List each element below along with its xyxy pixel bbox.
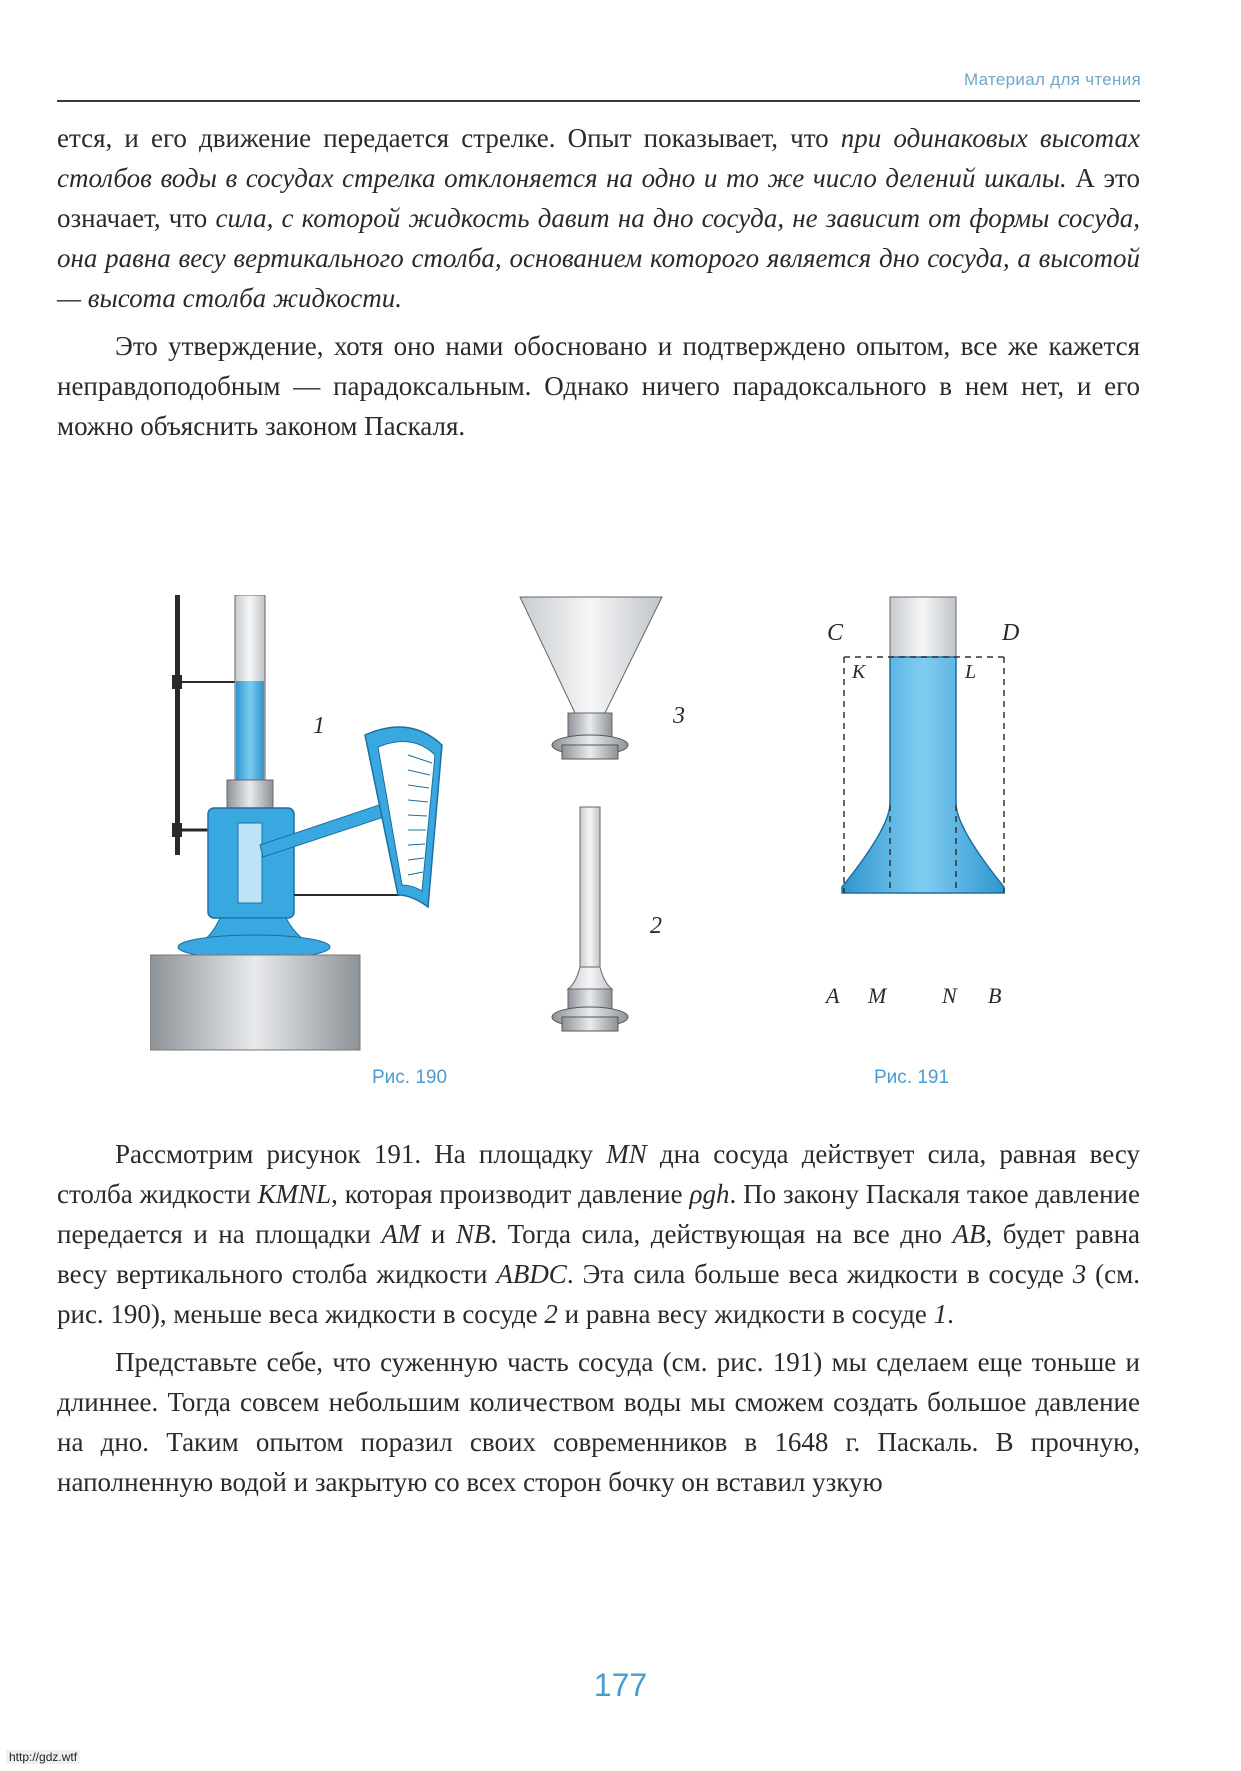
italic-run: 1	[933, 1299, 948, 1329]
italic-run: AB	[952, 1219, 986, 1249]
header-rule	[57, 100, 1140, 102]
text-run: А это означает, что	[57, 163, 1141, 233]
figures-area	[0, 595, 1241, 1115]
caption-fig-190: Рис. 190	[372, 1067, 448, 1088]
top-text	[57, 118, 1140, 446]
text-run: и	[420, 1219, 456, 1249]
text-run: . По закону Паскаля такое давление передается и на площадки	[57, 1179, 1140, 1249]
apparatus-body	[150, 795, 402, 1050]
label-M: M	[868, 983, 887, 1008]
page-number: 177	[593, 1667, 648, 1703]
label-A: A	[826, 983, 840, 1008]
text-run: ется, и его движение передается стрелке. Опыт показывает, что	[57, 123, 841, 153]
label-B: B	[988, 983, 1002, 1008]
site-link[interactable]: http://gdz.wtf	[6, 1750, 80, 1764]
label-C: C	[827, 620, 844, 646]
paragraph-1	[57, 118, 1140, 318]
text-run: Рассмотрим рисунок 191. На площадку	[115, 1139, 607, 1169]
italic-run: KMNL	[257, 1179, 332, 1209]
vessel-2	[552, 807, 628, 1031]
text-run: .	[947, 1299, 954, 1329]
label-vessel-3: 3	[673, 703, 685, 729]
label-vessel-2: 2	[650, 913, 662, 939]
vessel-3	[520, 597, 662, 759]
text-run: дна сосуда действует сила, равная весу столба жидкости	[57, 1139, 1140, 1209]
paragraph-3	[57, 1134, 1140, 1334]
italic-run: ABDC	[496, 1259, 567, 1289]
text-run: и равна весу жидкости в сосуде	[557, 1299, 934, 1329]
italic-run: MN	[606, 1139, 647, 1169]
figure-190	[150, 595, 850, 1055]
italic-run: NB	[455, 1219, 491, 1249]
label-D: D	[1002, 620, 1020, 646]
caption-fig-191: Рис. 191	[874, 1067, 950, 1088]
text-run: , которая производит давление	[331, 1179, 690, 1209]
text-run: (см. рис. 190), меньше веса жидкости в сосуде	[57, 1259, 1140, 1329]
bottom-text	[57, 1134, 1140, 1502]
label-L: L	[965, 661, 977, 683]
text-run: , будет равна весу вертикального столба жидкости	[57, 1219, 1141, 1289]
italic-run: ρgh	[689, 1179, 730, 1209]
text-run: . Тогда сила, действующая на все дно	[490, 1219, 953, 1249]
italic-run: при одинаковых высотах столбов воды в сосудах стрелка отклоняется на одно и то же число делений шкалы.	[57, 123, 1140, 193]
vessel-1	[227, 595, 273, 808]
italic-run: сила, с которой жидкость давит на дно сосуда, не зависит от формы сосуда, она равна весу вертикального столба, основанием которого является дно сосуда, а высотой — высота столба жидкости.	[57, 203, 1141, 313]
italic-run: 2	[544, 1299, 558, 1329]
vessel-water	[842, 657, 1004, 893]
label-N: N	[942, 983, 957, 1008]
italic-run: AM	[381, 1219, 421, 1249]
label-K: K	[852, 661, 866, 683]
figure-191	[830, 595, 1050, 995]
paragraph-2: Это утверждение, хотя оно нами обосновано и подтверждено опытом, все же кажется неправдоподобным — парадоксальным. Однако ничего парадоксального в нем нет, и его можно объяснить законом Паскаля.	[57, 331, 1140, 441]
text-run: . Эта сила больше веса жидкости в сосуде	[566, 1259, 1073, 1289]
paragraph-4: Представьте себе, что суженную часть сосуда (см. рис. 191) мы сделаем еще тоньше и длиннее. Тогда совсем небольшим количеством воды мы сможем создать большое давление на дно. Таким опытом поразил своих современников в 1648 г. Паскаль. В прочную, наполненную водой и закрытую со всех сторон бочку он вставил узкую	[57, 1347, 1140, 1497]
section-label: Материал для чтения	[964, 70, 1141, 89]
label-vessel-1: 1	[313, 713, 325, 739]
italic-run: 3	[1072, 1259, 1087, 1289]
